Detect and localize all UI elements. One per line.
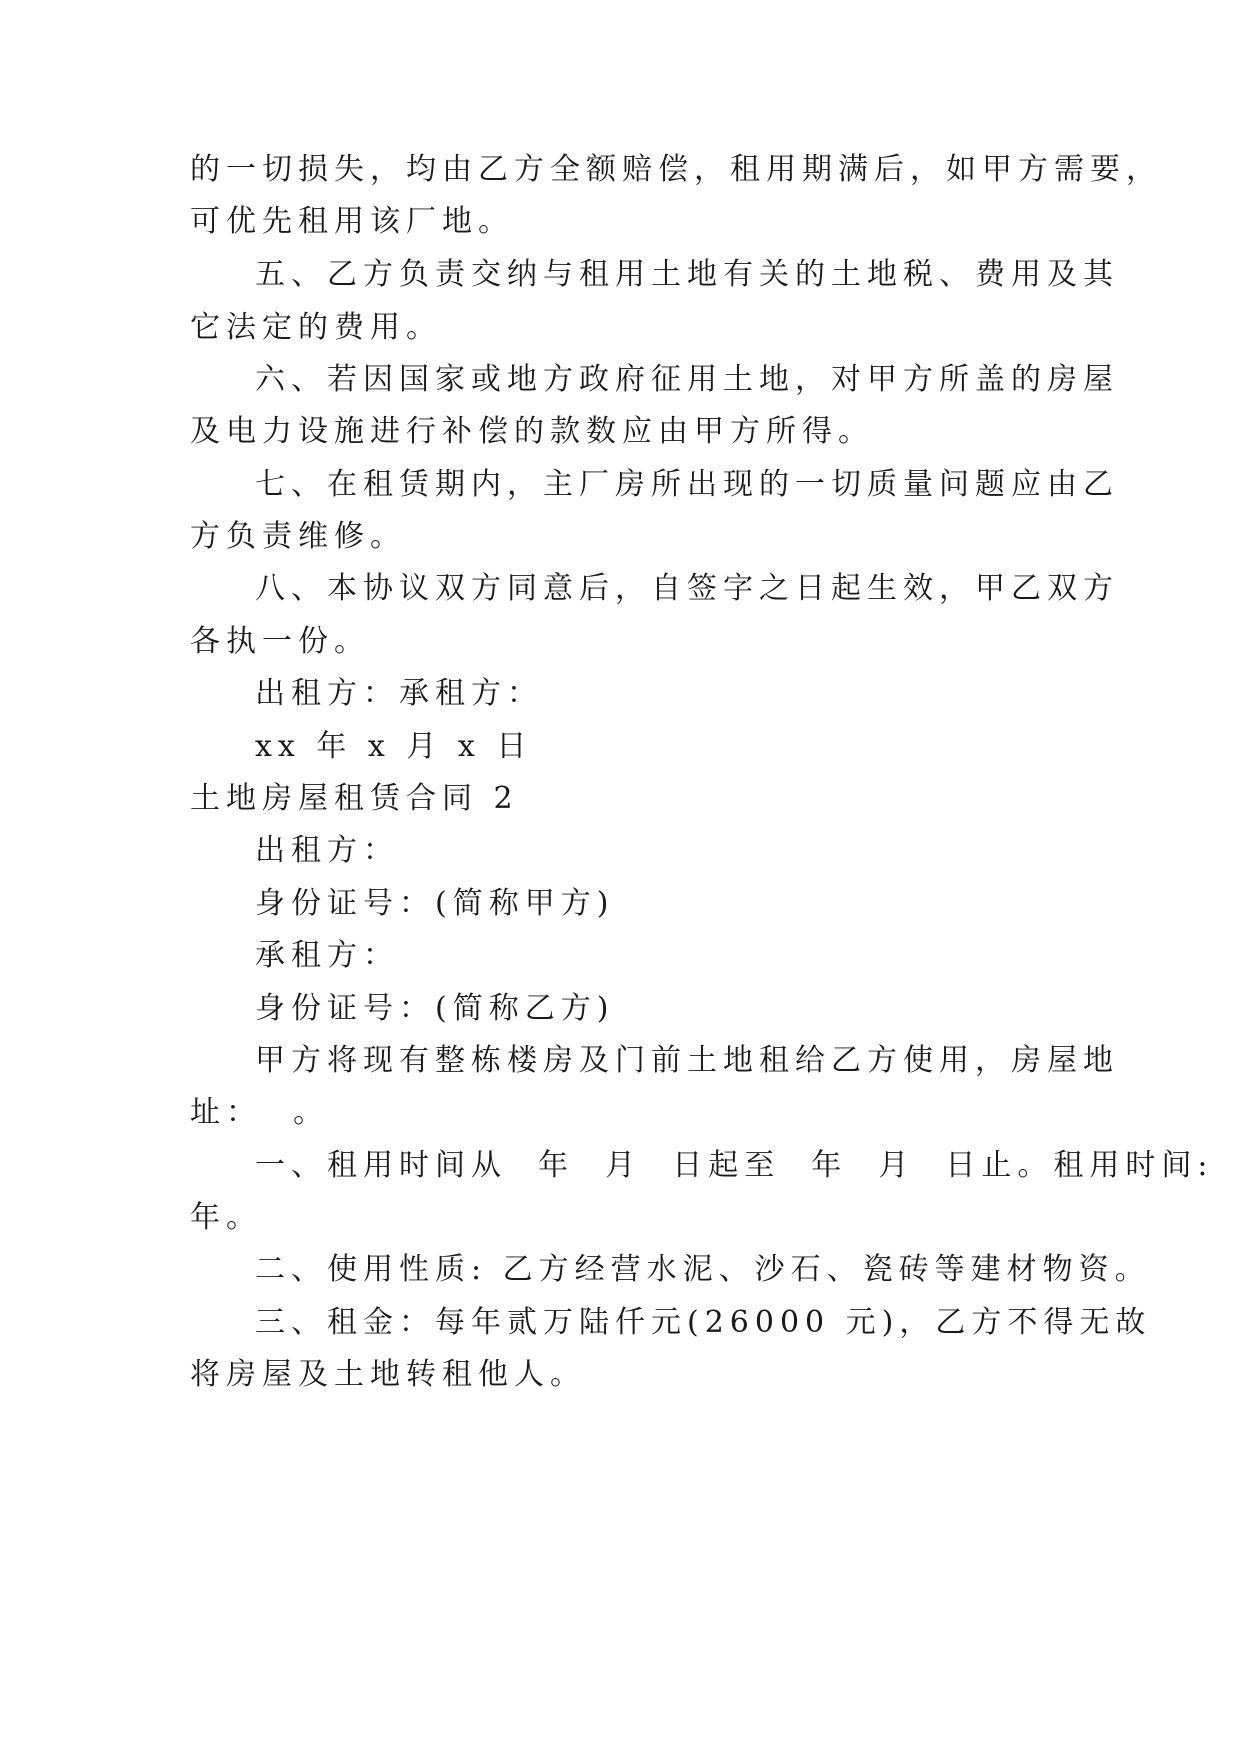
lessor-id-label: 身份证号：(简称甲方) (255, 886, 615, 921)
clause-8: 八、本协议双方同意后，自签字之日起生效，甲乙双方 (255, 571, 1119, 606)
clause-7: 七、在租赁期内，主厂房所出现的一切质量问题应由乙 (255, 467, 1119, 502)
lessee-id-label: 身份证号：(简称乙方) (255, 991, 615, 1026)
text-line: 址： 。 (190, 1095, 330, 1130)
clause-5: 五、乙方负责交纳与租用土地有关的土地税、费用及其 (255, 257, 1119, 292)
clause-6: 六、若因国家或地方政府征用土地，对甲方所盖的房屋 (255, 362, 1119, 397)
contract-title: 土地房屋租赁合同 2 (190, 781, 519, 816)
text-line: 它法定的费用。 (190, 310, 442, 345)
text-line: 将房屋及土地转租他人。 (190, 1357, 586, 1392)
clause-1: 一、租用时间从 年 月 日起至 年 月 日止。租用时间: (255, 1148, 1214, 1183)
text-line: 的一切损失，均由乙方全额赔偿，租用期满后，如甲方需要， (190, 152, 1162, 187)
text-line: 甲方将现有整栋楼房及门前土地租给乙方使用，房屋地 (255, 1043, 1119, 1078)
text-line: 方负责维修。 (190, 519, 406, 554)
clause-2: 二、使用性质: 乙方经营水泥、沙石、瓷砖等建材物资。 (255, 1252, 1151, 1287)
lessor-label: 出租方： (255, 833, 399, 868)
date-line: xx 年 x 月 x 日 (255, 729, 533, 764)
signature-line: 出租方：承租方： (255, 676, 543, 711)
clause-3: 三、租金：每年贰万陆仟元(26000 元)，乙方不得无故 (255, 1305, 1152, 1340)
text-line: 可优先租用该厂地。 (190, 204, 514, 239)
text-line: 各执一份。 (190, 624, 370, 659)
lessee-label: 承租方： (255, 938, 399, 973)
text-line: 年。 (190, 1200, 262, 1235)
text-line: 及电力设施进行补偿的款数应由甲方所得。 (190, 414, 874, 449)
